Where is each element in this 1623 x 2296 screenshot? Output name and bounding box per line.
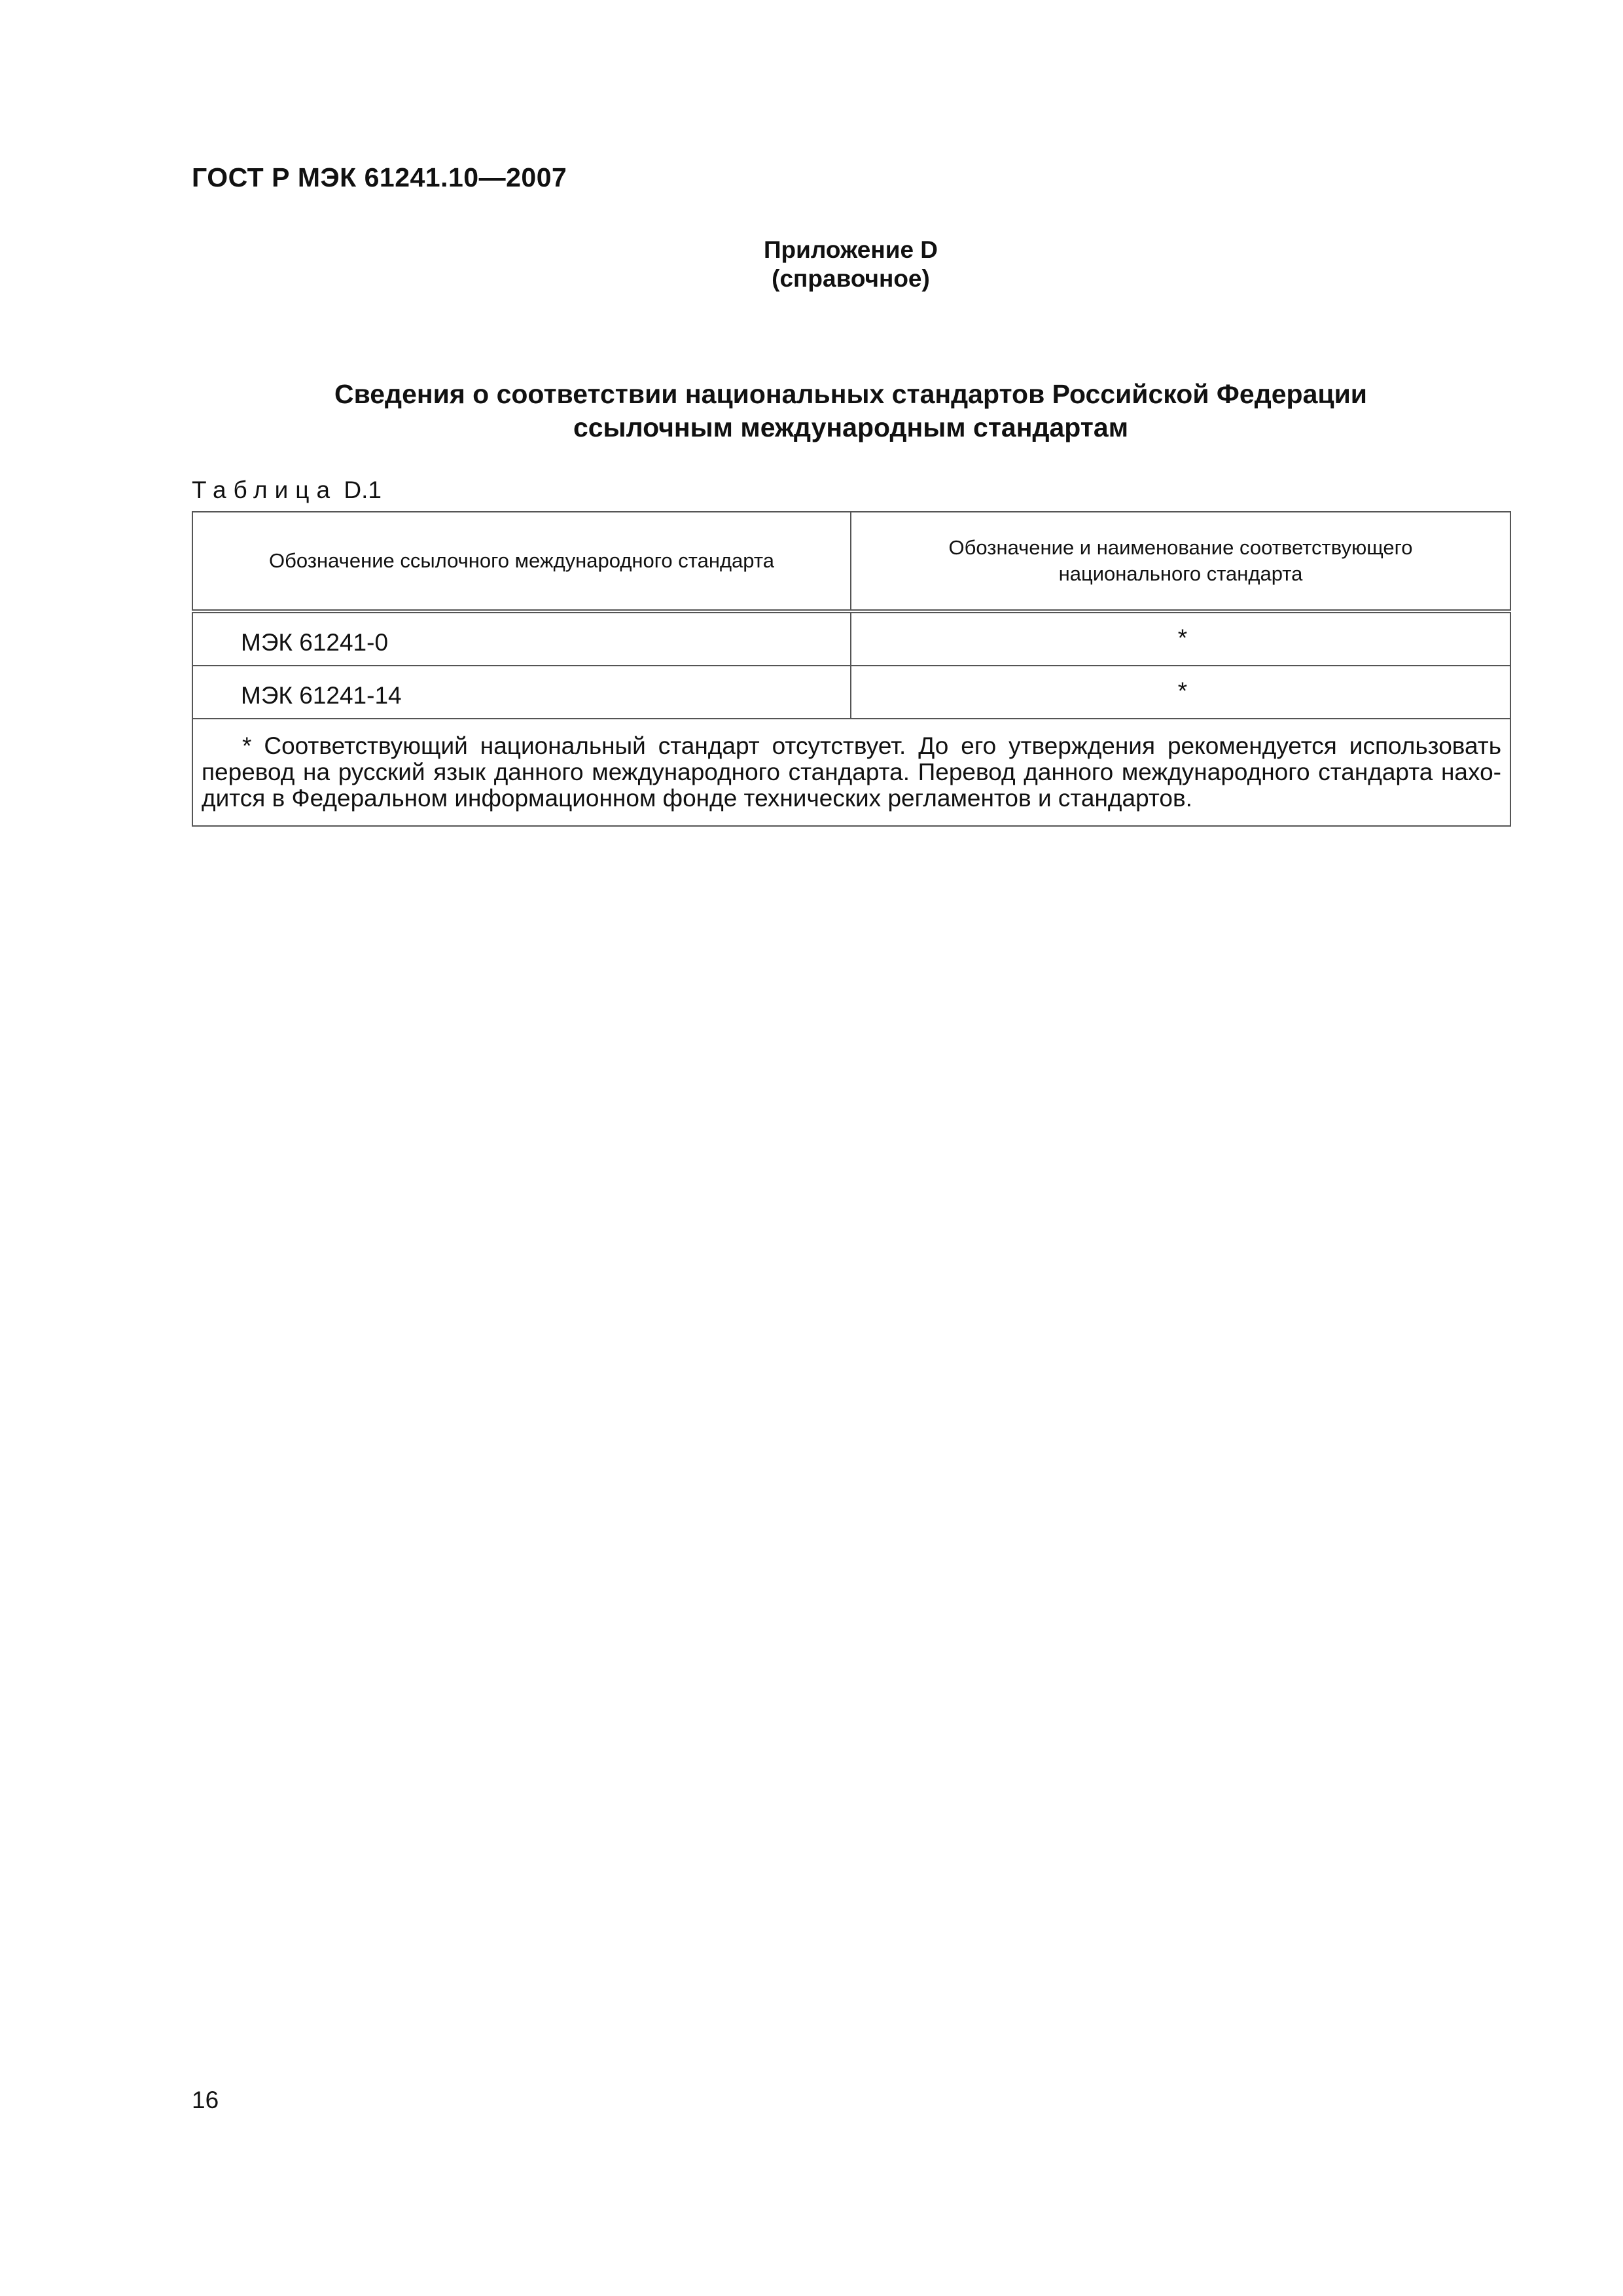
table-caption bbox=[192, 476, 382, 504]
table-footnote-row bbox=[192, 719, 1510, 826]
footnote-line: дится в Федеральном информационном фонде технических регламентов и стандартов. bbox=[202, 785, 1192, 812]
table-header-cell: Обозначение ссылочного международного стандарта bbox=[192, 512, 851, 611]
national-standard-cell: * bbox=[851, 611, 1510, 666]
table-caption-word: Таблица bbox=[192, 476, 338, 503]
international-standard-cell: МЭК 61241-14 bbox=[192, 666, 851, 719]
footnote-line: перевод на русский язык данного международного стандарта. Перевод данного международного стандарта нахо- bbox=[202, 759, 1501, 785]
table-caption-number: D.1 bbox=[344, 476, 382, 503]
section-title-line-1: Сведения о соответствии национальных стандартов Российской Федерации bbox=[334, 379, 1368, 409]
annex-kind: (справочное) bbox=[772, 265, 930, 292]
standards-correspondence-table bbox=[192, 511, 1511, 827]
table-row bbox=[192, 666, 1510, 719]
table-header-row bbox=[192, 512, 1510, 611]
section-title bbox=[192, 378, 1510, 444]
annex-title: Приложение D bbox=[763, 236, 938, 263]
section-title-line-2: ссылочным международным стандартам bbox=[573, 412, 1129, 442]
table-row bbox=[192, 611, 1510, 666]
table-footnote bbox=[192, 719, 1510, 826]
national-standard-cell: * bbox=[851, 666, 1510, 719]
page-number: 16 bbox=[192, 2087, 219, 2113]
document-header: ГОСТ Р МЭК 61241.10—2007 bbox=[192, 162, 567, 192]
table-header-cell: Обозначение и наименование соответствующего национального стандарта bbox=[851, 512, 1510, 611]
footnote-line: * Соответствующий национальный стандарт отсутствует. До его утверждения рекомендуется использовать bbox=[242, 732, 1501, 759]
international-standard-cell: МЭК 61241-0 bbox=[192, 611, 851, 666]
